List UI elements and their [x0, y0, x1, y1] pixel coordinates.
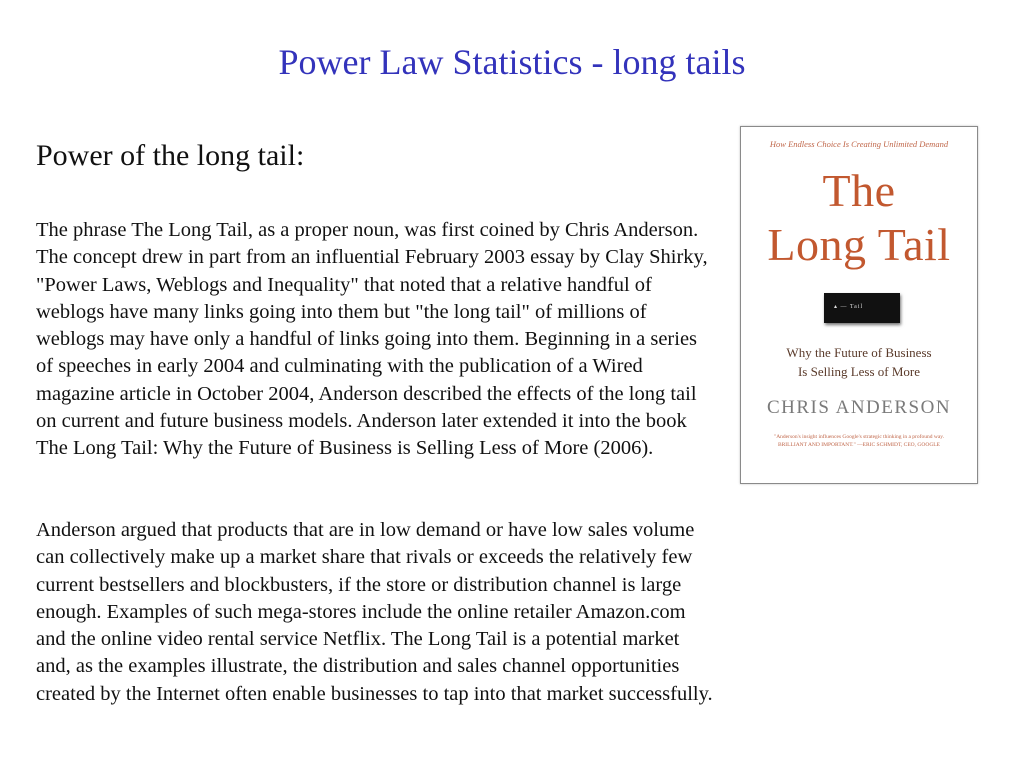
- book-cover-author: CHRIS ANDERSON: [766, 397, 952, 418]
- slide-title: Power Law Statistics - long tails: [278, 42, 746, 82]
- book-cover-image: [740, 126, 978, 484]
- paragraph-long-tail-origin: The phrase The Long Tail, as a proper noun, was first coined by Chris Anderson. The concept drew in part from an influential February 2003 essay by Clay Shirky, "Power Laws, Weblogs and Inequality" that noted that a relative handful of weblogs have many links going into them but "the long tail" of millions of weblogs may have only a handful of links going into them. Beginning in a series of speeches in early 2004 and culminating with the publication of a Wired magazine article in October 2004, Anderson described the effects of the long tail on current and future business models. Anderson later extended it into the book The Long Tail: Why the Future of Business is Selling Less of More (2006).: [36, 219, 708, 460]
- book-cover-badge-text: ▴ — Tail: [834, 304, 864, 310]
- section-heading: Power of the long tail:: [36, 139, 305, 172]
- book-cover-subtitle-line2: Is Selling Less of More: [797, 364, 921, 379]
- book-cover-tagline: How Endless Choice Is Creating Unlimited Demand: [769, 139, 949, 149]
- book-cover-title-line2: Long Tail: [767, 219, 951, 270]
- book-cover-badge: [824, 293, 900, 323]
- book-cover-subtitle-line1: Why the Future of Business: [786, 345, 932, 360]
- paragraph-long-tail-argument: Anderson argued that products that are in low demand or have low sales volume can collectively make up a market share that rivals or exceeds the relatively few current bestsellers and blockbusters, if the store or distribution channel is large enough. Examples of such mega-stores include the online retailer Amazon.com and the online video rental service Netflix. The Long Tail is a potential market and, as the examples illustrate, the distribution and sales channel opportunities created by the Internet often enable businesses to tap into that market successfully.: [36, 519, 713, 705]
- book-cover-title-line1: The: [822, 165, 896, 216]
- book-cover-blurb: "Anderson's insight influences Google's strategic thinking in a profound way. BRILLIANT AND IMPORTANT." —ERIC SCHMIDT, CEO, GOOGLE: [773, 434, 945, 448]
